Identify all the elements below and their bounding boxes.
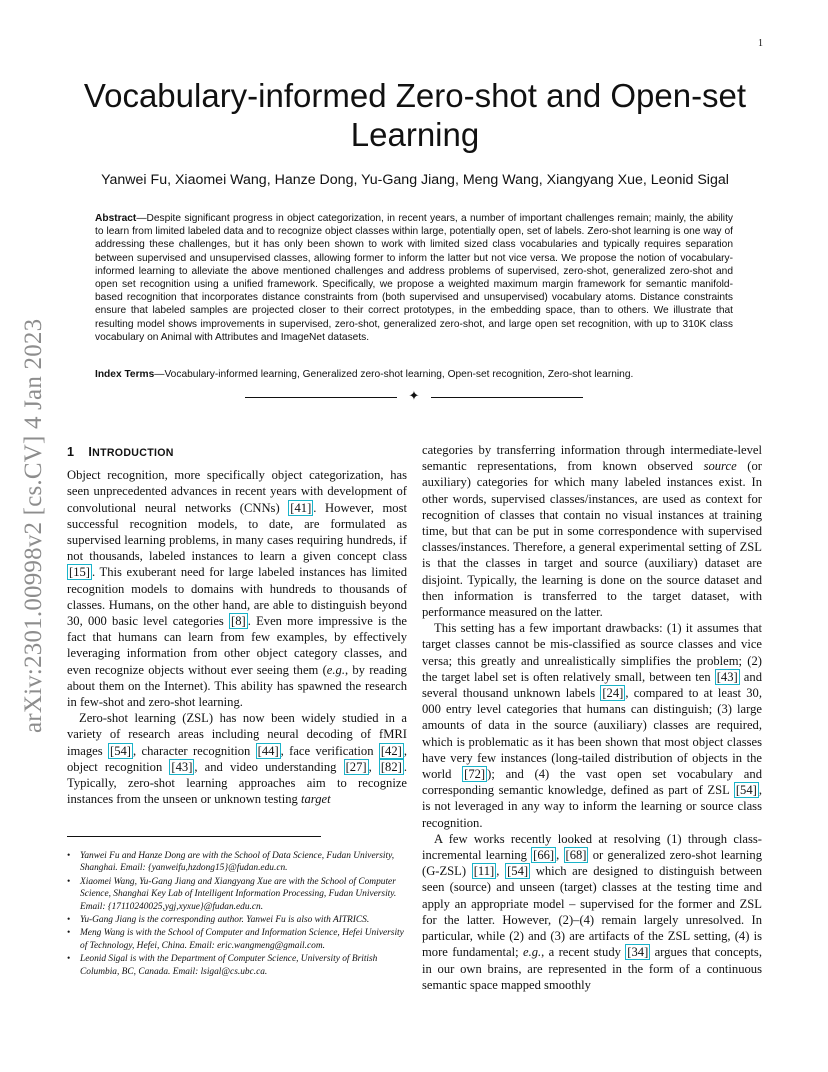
footnote-text: Xiaomei Wang, Yu-Gang Jiang and Xiangyang Xue are with the School of Computer Science, Shanghai Key Lab of Intelligent Information Processing, Fudan University. Email: {17110240025,ygj,xyxue}@fudan.edu.cn. [80,876,397,912]
footnote-text: Yu-Gang Jiang is the corresponding author. Yanwei Fu is also with AITRICS. [80,915,370,926]
text-run: and several thousand unknown labels [422,669,762,701]
text-run: . Typically, zero-shot learning approaches aim to recognize instances from the unseen or unknown testing [67,759,407,807]
bullet-icon: • [67,876,71,887]
text-run: A few works recently looked at resolving (1) through class-incremental learning [422,831,762,863]
text-run: , object recognition [67,743,407,774]
separator-line-left [245,397,397,398]
paper-title-line-1: Vocabulary-informed Zero-shot and Open-set [83,77,747,114]
citation-link[interactable]: [43] [171,759,193,774]
citation-link[interactable]: [54] [507,864,529,879]
citation-link[interactable]: [43] [716,669,738,684]
text-run: , by reading about them on the Internet). This ability has spawned the research in few-shot and zero-shot learning. [67,662,407,710]
section-heading-introduction [67,444,407,461]
citation-link[interactable]: [66] [533,848,555,863]
footnote-item [67,850,407,875]
right-paragraph-2 [422,620,762,831]
arxiv-identifier-stamp: arXiv:2301.00998v2 [cs.CV] 4 Jan 2023 [20,318,47,733]
bullet-icon: • [67,915,71,926]
citation-link[interactable]: [82] [380,759,402,774]
abstract-text: —Despite significant progress in object categorization, in recent years, a number of important challenges remain; mainly, the ability to learn from limited labeled data and to recognize object classes within large, potentially open, set of labels. Zero-shot learning is one way of addressing these challenges, but it has only been shown to work with limited sized class vocabularies and typically requires separation between supervised and unsupervised classes, allowing former to inform the latter but not vice versa. We propose the notion of vocabulary-informed learning to alleviate the above mentioned challenges and address problems of supervised, zero-shot, generalized zero-shot and open set recognition using a unified framework. Specifically, we propose a weighted maximum margin framework for semantic manifold-based recognition that incorporates distance constraints from (both supervised and unsupervised) vocabulary atoms. Distance constraints ensure that labeled samples are projected closer to their correct prototypes, in the embedding space, than to others. We illustrate that resulting model shows improvements in supervised, zero-shot, generalized zero-shot, and large open set recognition, with up to 310K class vocabulary on Animal with Attributes and ImageNet datasets. [95,213,733,343]
text-run: categories by transferring information through intermediate-level semantic representations, from known observed [422,443,762,474]
right-column [422,442,762,993]
text-run: , [368,759,379,774]
citation-link[interactable]: [8] [231,614,246,629]
text-run: (or auxiliary) categories for which many labeled instances exist. In other words, supervised classes/instances, are used as context for recognition of classes that contain no visual instances at training time, but that can be put in some correspondence with supervised classes/instances. Therefore, a general experimental setting of ZSL is that the classes in target and source (auxiliary) dataset are disjoint. Typically, the learning is done on the source dataset and then information is transferred to the target dataset, with performance measured on the latter. [422,459,762,620]
bullet-icon: • [67,954,71,965]
separator-ornament-icon: ✦ [408,388,420,403]
text-run: , is not leveraged in any way to inform the learning or source class recognition. [422,783,762,830]
text-run: , a recent study [541,945,626,960]
text-run: ); and (4) the vast open set vocabulary and corresponding semantic knowledge, defined as part of ZSL [422,767,762,798]
citation-link[interactable]: [11] [473,864,495,879]
italic-text: target [301,792,331,807]
citation-link[interactable]: [68] [565,848,587,863]
bullet-icon: • [67,928,71,939]
separator-line-right [431,397,583,398]
left-column [67,444,407,807]
text-run: which are designed to distinguish between seen (source) and unseen (target) classes at the testing time and apply an appropriate model – supervised for the former and ZSL for the latter. However, (2)–(4) remain largely unresolved. In particular, while (2) and (3) are artifacts of the ZSL setting, (4) is more fundamental; [422,864,763,960]
citation-link[interactable]: [15] [69,565,90,580]
text-run: . However, most successful recognition models, to date, are formulated as supervised learning problems, in many cases requiring hundreds, if not thousands, labeled instances to learn a given concept class [67,500,407,564]
footnote-item [67,876,407,913]
citation-link[interactable]: [24] [602,686,624,701]
citation-link[interactable]: [44] [257,743,279,758]
footnote-item [67,914,407,926]
footnote-list [67,850,407,979]
citation-link[interactable]: [54] [735,783,757,798]
right-paragraph-1 [422,442,762,620]
text-run: . Even more impressive is the fact that humans can learn from few examples, by effectively leveraging information from other object category classes, and even recognize objects without ever seeing them ( [67,614,407,677]
index-terms [95,368,733,381]
text-run: or generalized zero-shot learning (G-ZSL) [422,848,762,879]
citation-link[interactable]: [54] [110,743,131,758]
text-run: This setting has a few important drawbacks: (1) it assumes that target classes cannot be mis-classified as source classes and vice versa; this greatly and unrealistically simplifies the problem; (2) the target label set is often relatively small, between ten [422,621,762,684]
text-run: , character recognition [133,743,256,758]
text-run: , and video understanding [194,759,344,774]
abstract [95,212,733,344]
author-list: Yanwei Fu, Xiaomei Wang, Hanze Dong, Yu-Gang Jiang, Meng Wang, Xiangyang Xue, Leonid Sigal [101,172,729,188]
citation-link[interactable]: [34] [627,945,649,960]
page-number: 1 [758,38,763,49]
text-run: . This exuberant need for large labeled instances has limited recognition models to domains with hundreds to thousands of classes. Humans, on the other hand, are able to distinguish beyond 30, 000 basic level categories [67,565,407,629]
footnote-rule [67,836,321,837]
section-title-rest: NTRODUCTION [92,447,174,459]
section-title-initial: I [88,445,93,459]
text-run: , face verification [280,743,379,758]
paper-title [70,76,760,154]
footnote-text: Yanwei Fu and Hanze Dong are with the School of Data Science, Fudan University, Shanghai. Email: {yanweifu,hzdong15}@fudan.edu.cn. [80,851,395,874]
footnote-item [67,953,407,978]
right-paragraph-3 [422,831,762,993]
left-paragraph-1 [67,467,407,710]
left-paragraph-2 [67,710,407,807]
index-terms-text: —Vocabulary-informed learning, Generalized zero-shot learning, Open-set recognition, Zero-shot learning. [154,369,634,380]
text-run: , compared to at least 30, 000 entry level categories that humans can distinguish; (3) large amounts of data in the source (auxiliary) classes are required, which is problematic as it has been shown that most object classes have very few instances (long-tailed distribution of objects in the world [422,686,762,782]
italic-text: e.g. [326,662,345,677]
text-run: Object recognition, more specifically object categorization, has seen unprecedented advances in recent years with development of convolutional neural networks (CNNs) [67,468,407,515]
index-terms-label: Index Terms [95,369,155,380]
footnote-item [67,927,407,952]
section-number: 1 [67,445,75,459]
text-run: argues that concepts, in our own brains, are represented in the form of a continuous semantic space mapped smoothly [422,945,762,992]
italic-text: e.g. [522,945,542,960]
text-run: , [556,848,564,863]
italic-text: source [703,459,737,474]
citation-link[interactable]: [27] [345,759,367,774]
footnote-text: Leonid Sigal is with the Department of Computer Science, University of British Columbia, BC, Canada. Email: lsigal@cs.ubc.ca. [80,954,378,977]
bullet-icon: • [67,851,71,861]
abstract-label: Abstract [95,213,137,224]
paper-title-line-2: Learning [350,116,480,153]
text-run: Zero-shot learning (ZSL) has now been widely studied in a variety of research areas including neural decoding of fMRI images [67,711,407,758]
citation-link[interactable]: [41] [290,500,312,515]
citation-link[interactable]: [72] [464,767,486,782]
footnote-text: Meng Wang is with the School of Computer and Information Science, Hefei University of Technology, Hefei, China. Email: eric.wangmeng@gmail.com. [80,928,404,951]
citation-link[interactable]: [42] [380,743,402,758]
text-run: , [496,864,506,879]
